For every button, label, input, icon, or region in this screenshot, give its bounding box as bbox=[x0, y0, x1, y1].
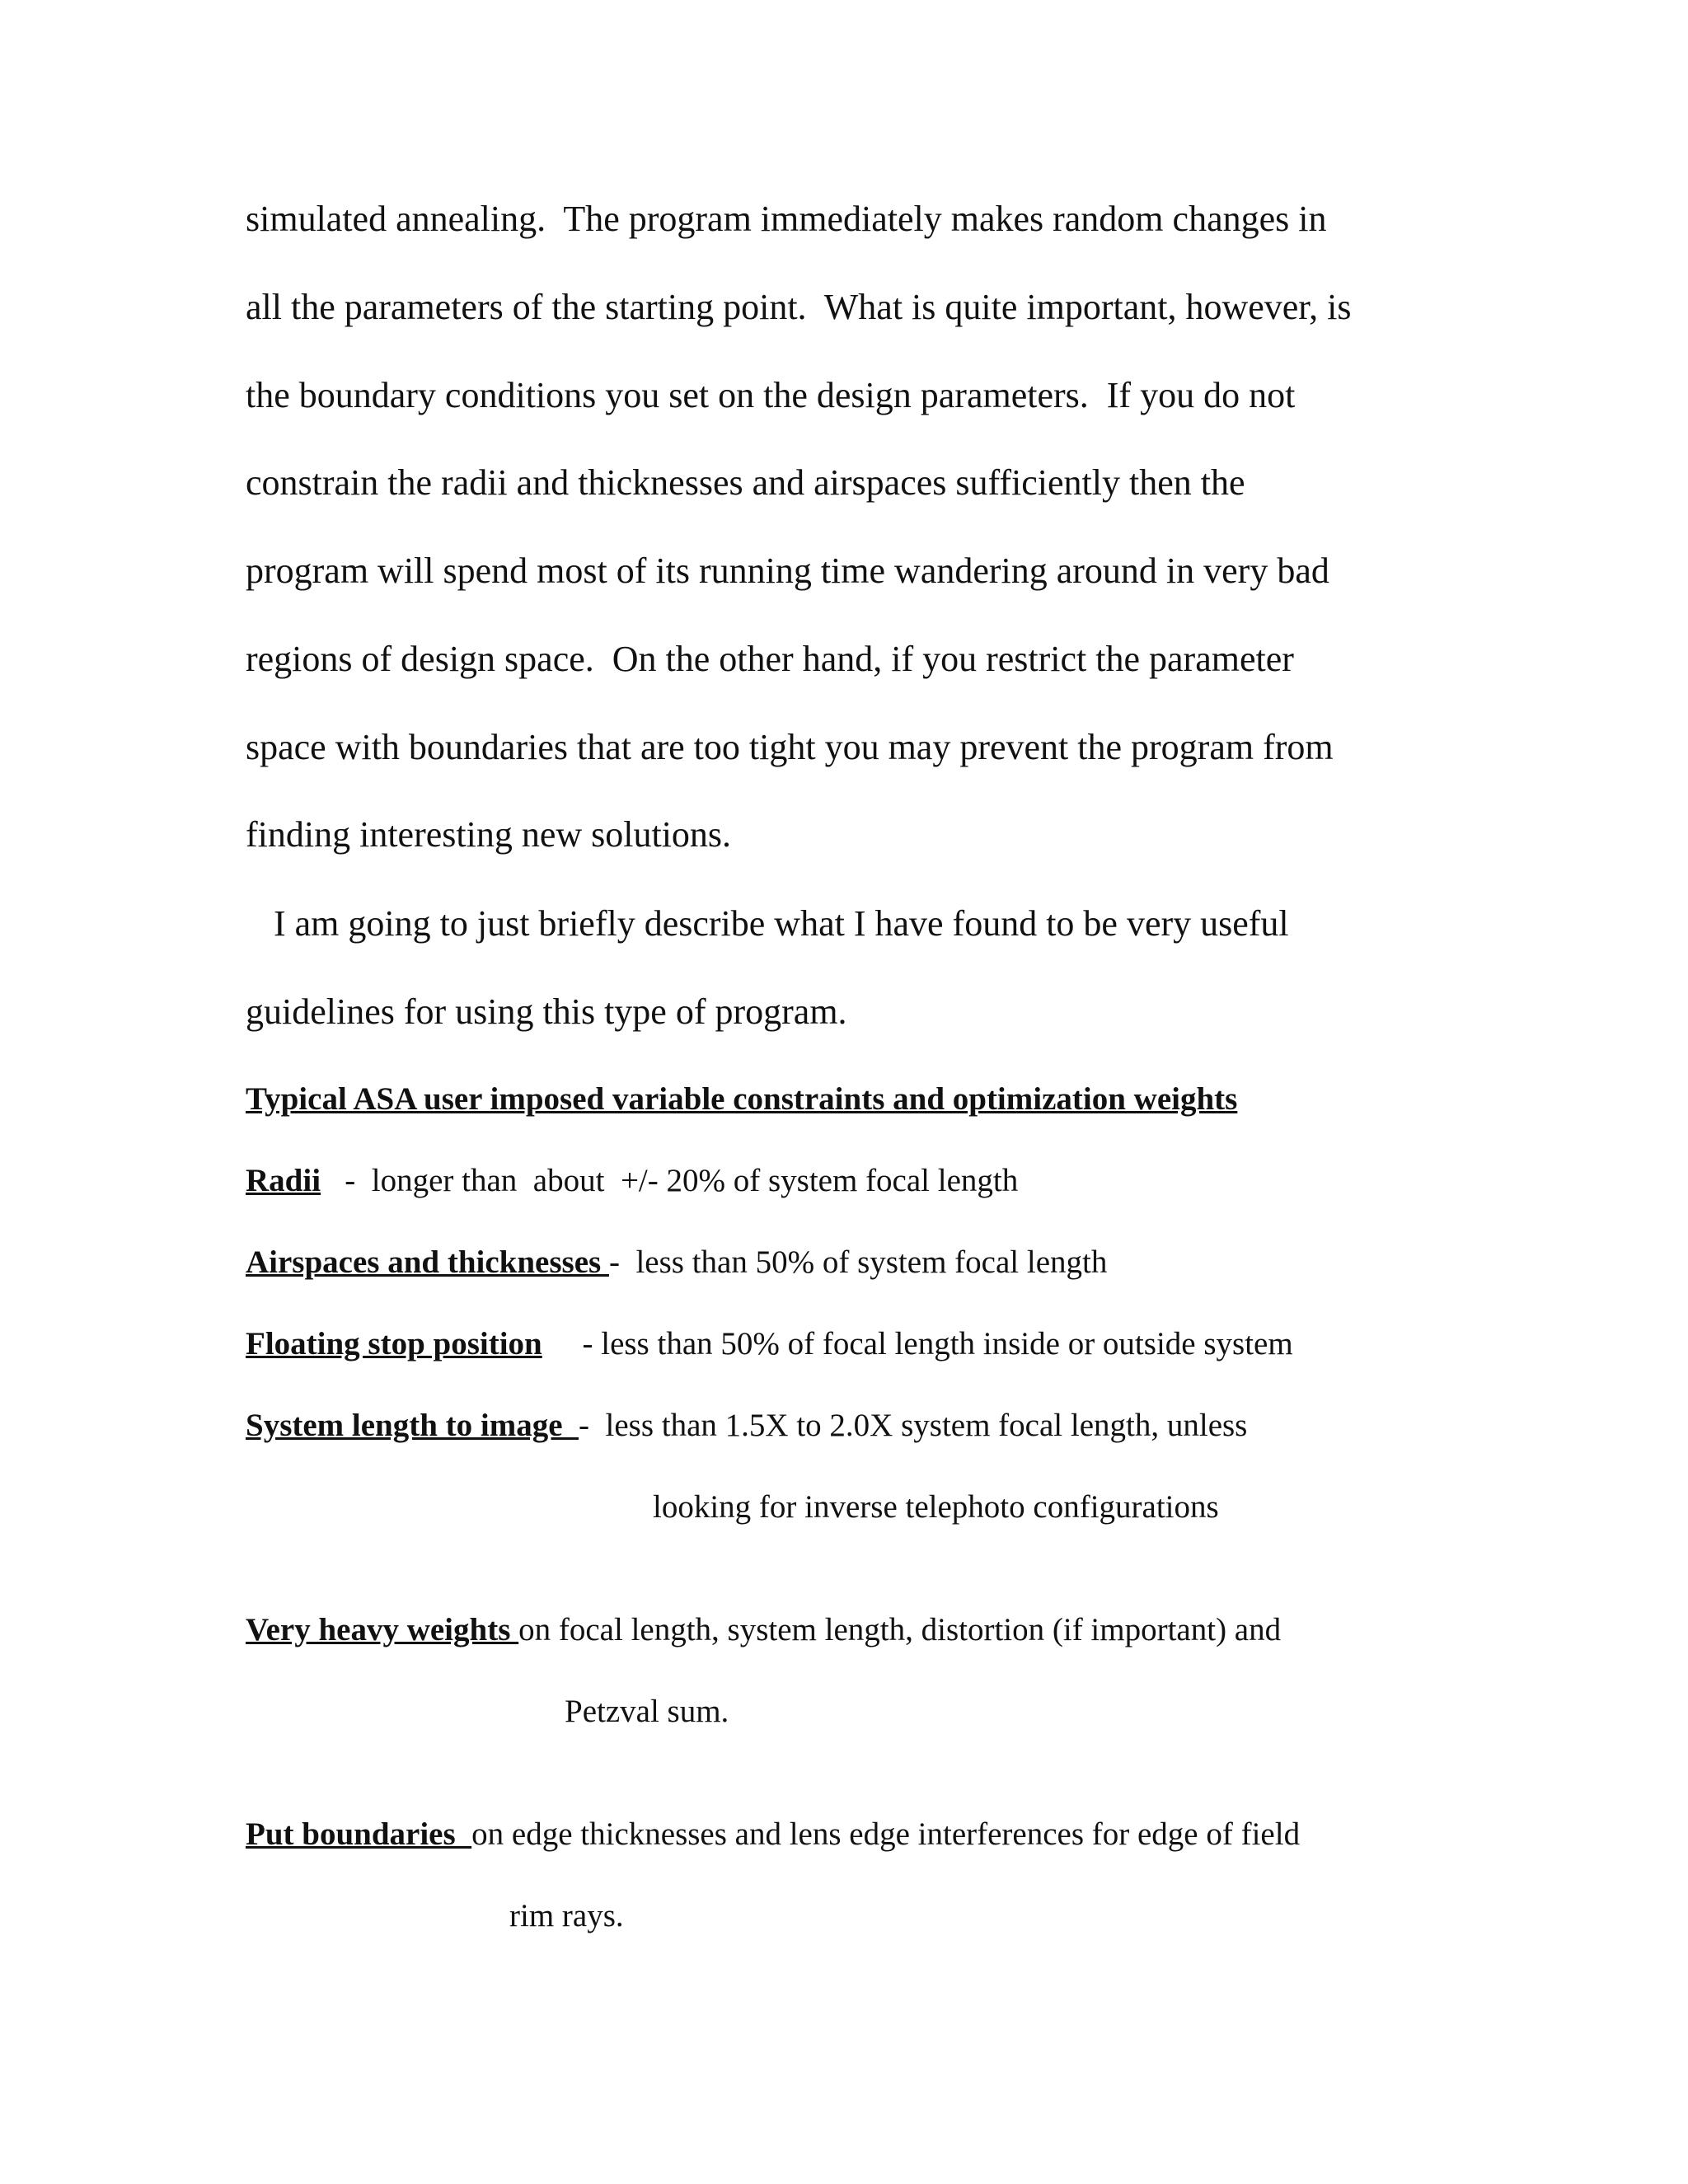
paragraph-line: all the parameters of the starting point. What is quite important, however, is bbox=[246, 287, 1352, 327]
paragraph-line: simulated annealing. The program immediately makes random changes in bbox=[246, 199, 1327, 239]
paragraph-line: finding interesting new solutions. bbox=[246, 814, 732, 855]
constraint-label: System length to image bbox=[246, 1408, 579, 1443]
constraint-continuation: looking for inverse telephoto configurations bbox=[653, 1489, 1219, 1525]
weights-continuation: Petzval sum. bbox=[565, 1694, 729, 1729]
paragraph-line: guidelines for using this type of program. bbox=[246, 991, 847, 1032]
paragraph-line: I am going to just briefly describe what I have found to be very useful bbox=[274, 903, 1289, 944]
constraint-radii bbox=[246, 1160, 1018, 1202]
boundaries-entry bbox=[246, 1814, 1300, 1855]
constraint-label: Floating stop position bbox=[246, 1326, 542, 1361]
constraint-text: - less than 1.5X to 2.0X system focal length, unless bbox=[579, 1408, 1248, 1443]
paragraph-line: program will spend most of its running time wandering around in very bad bbox=[246, 551, 1329, 591]
paragraph-line: constrain the radii and thicknesses and airspaces sufficiently then the bbox=[246, 462, 1245, 503]
constraint-label: Radii bbox=[246, 1163, 321, 1198]
boundaries-continuation: rim rays. bbox=[509, 1898, 624, 1933]
constraint-text: - longer than about +/- 20% of system focal length bbox=[321, 1163, 1019, 1198]
paragraph-line: the boundary conditions you set on the design parameters. If you do not bbox=[246, 375, 1296, 415]
constraint-text: - less than 50% of focal length inside or outside system bbox=[542, 1326, 1293, 1361]
constraint-airspaces bbox=[246, 1242, 1107, 1283]
weights-label: Very heavy weights bbox=[246, 1612, 519, 1647]
weights-text: on focal length, system length, distortion (if important) and bbox=[518, 1612, 1282, 1647]
constraint-text: - less than 50% of system focal length bbox=[608, 1244, 1108, 1280]
boundaries-text: on edge thicknesses and lens edge interferences for edge of field bbox=[471, 1816, 1301, 1852]
section-heading: Typical ASA user imposed variable constraints and optimization weights bbox=[246, 1081, 1238, 1117]
weights-entry bbox=[246, 1610, 1281, 1651]
constraint-label: Airspaces and thicknesses bbox=[246, 1244, 609, 1280]
constraint-system-length bbox=[246, 1405, 1247, 1446]
paragraph-line: regions of design space. On the other hand, if you restrict the parameter bbox=[246, 639, 1294, 679]
paragraph-line: space with boundaries that are too tight you may prevent the program from bbox=[246, 727, 1334, 767]
boundaries-label: Put boundaries bbox=[246, 1816, 472, 1852]
constraint-stop bbox=[246, 1324, 1293, 1365]
